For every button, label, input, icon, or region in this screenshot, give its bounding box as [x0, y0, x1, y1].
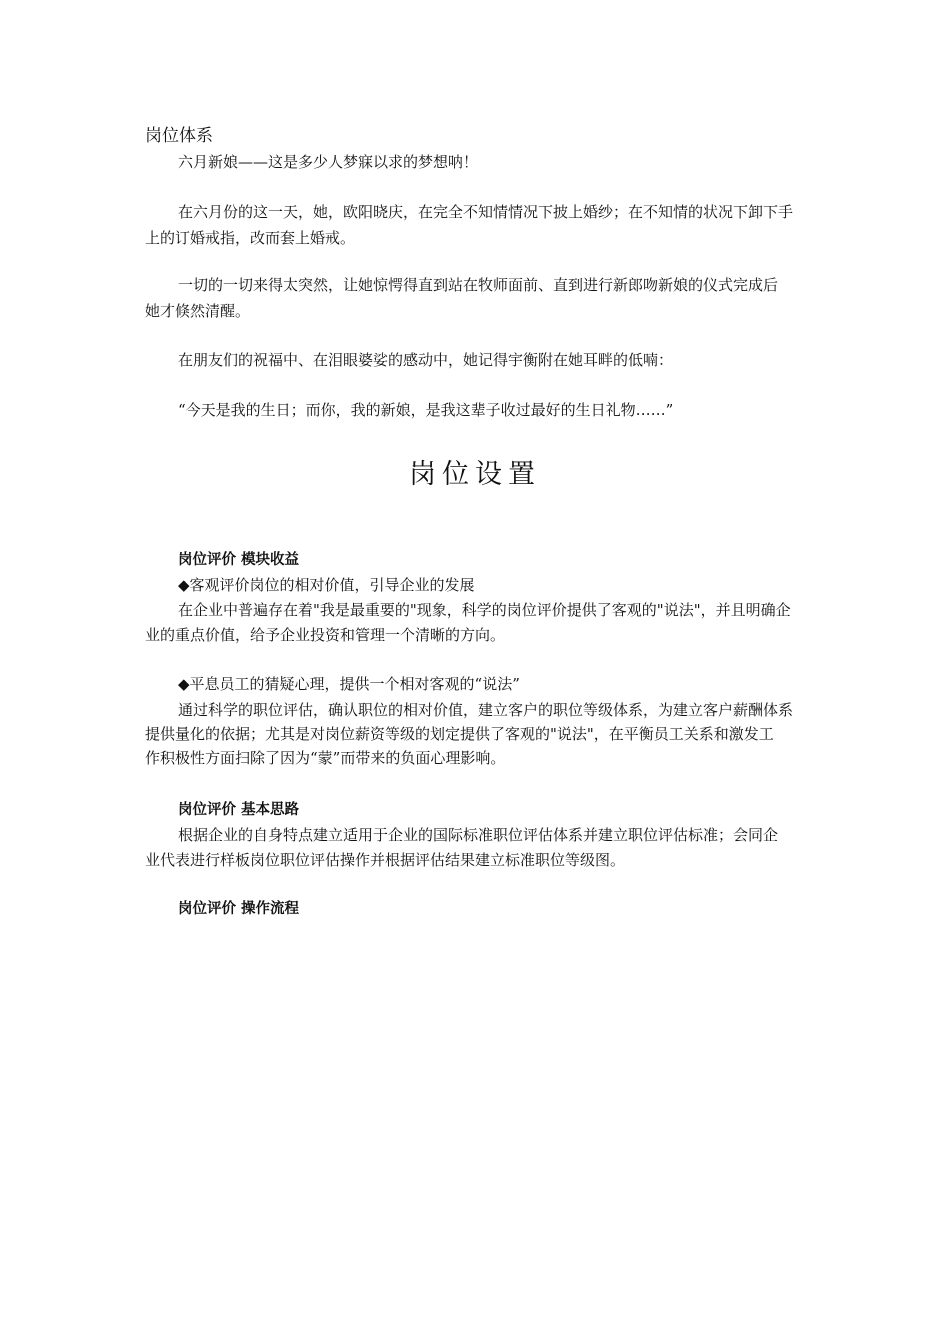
section-2-text-line-2: 业代表进行样板岗位职位评估操作并根据评估结果建立标准职位等级图。: [145, 851, 626, 869]
section-1-bullet-2-text-line-2: 提供量化的依据；尤其是对岗位薪资等级的划定提供了客观的"说法"，在平衡员工关系和激发工: [145, 725, 774, 743]
document-title: 岗位体系: [145, 126, 213, 146]
section-3-title: 岗位评价 操作流程: [178, 901, 300, 917]
section-1-bullet-1: ◆客观评价岗位的相对价值，引导企业的发展: [178, 576, 475, 594]
intro-paragraph-2-line-1: 在六月份的这一天，她，欧阳晓庆，在完全不知情情况下披上婚纱；在不知情的状况下卸下手: [178, 203, 794, 221]
section-1-bullet-1-text-line-1: 在企业中普遍存在着"我是最重要的"现象，科学的岗位评价提供了客观的"说法"，并且明确企: [178, 601, 791, 619]
section-1-bullet-2-text-line-3: 作积极性方面扫除了因为“蒙”而带来的负面心理影响。: [145, 749, 506, 767]
section-1-bullet-1-text-line-2: 业的重点价值，给予企业投资和管理一个清晰的方向。: [145, 626, 506, 644]
intro-paragraph-3-line-2: 她才倏然清醒。: [145, 302, 251, 320]
section-2-title: 岗位评价 基本思路: [178, 802, 300, 818]
section-1-bullet-2: ◆平息员工的猜疑心理，提供一个相对客观的“说法”: [178, 675, 520, 693]
intro-paragraph-2-line-2: 上的订婚戒指，改而套上婚戒。: [145, 229, 356, 247]
section-2-text-line-1: 根据企业的自身特点建立适用于企业的国际标准职位评估体系并建立职位评估标准；会同企: [178, 826, 779, 844]
section-1-bullet-2-text-line-1: 通过科学的职位评估，确认职位的相对价值，建立客户的职位等级体系，为建立客户薪酬体系: [178, 701, 794, 719]
section-1-title: 岗位评价 模块收益: [178, 552, 300, 568]
intro-paragraph-1: 六月新娘——这是多少人梦寐以求的梦想呐！: [178, 153, 479, 171]
intro-paragraph-4: 在朋友们的祝福中、在泪眼婆娑的感动中，她记得宇衡附在她耳畔的低喃：: [178, 351, 674, 369]
intro-paragraph-5: “今天是我的生日；而你，我的新娘，是我这辈子收过最好的生日礼物……”: [178, 401, 674, 419]
intro-paragraph-3-line-1: 一切的一切来得太突然，让她惊愕得直到站在牧师面前、直到进行新郎吻新娘的仪式完成后: [178, 276, 779, 294]
section-heading: 岗位设置: [409, 459, 541, 490]
